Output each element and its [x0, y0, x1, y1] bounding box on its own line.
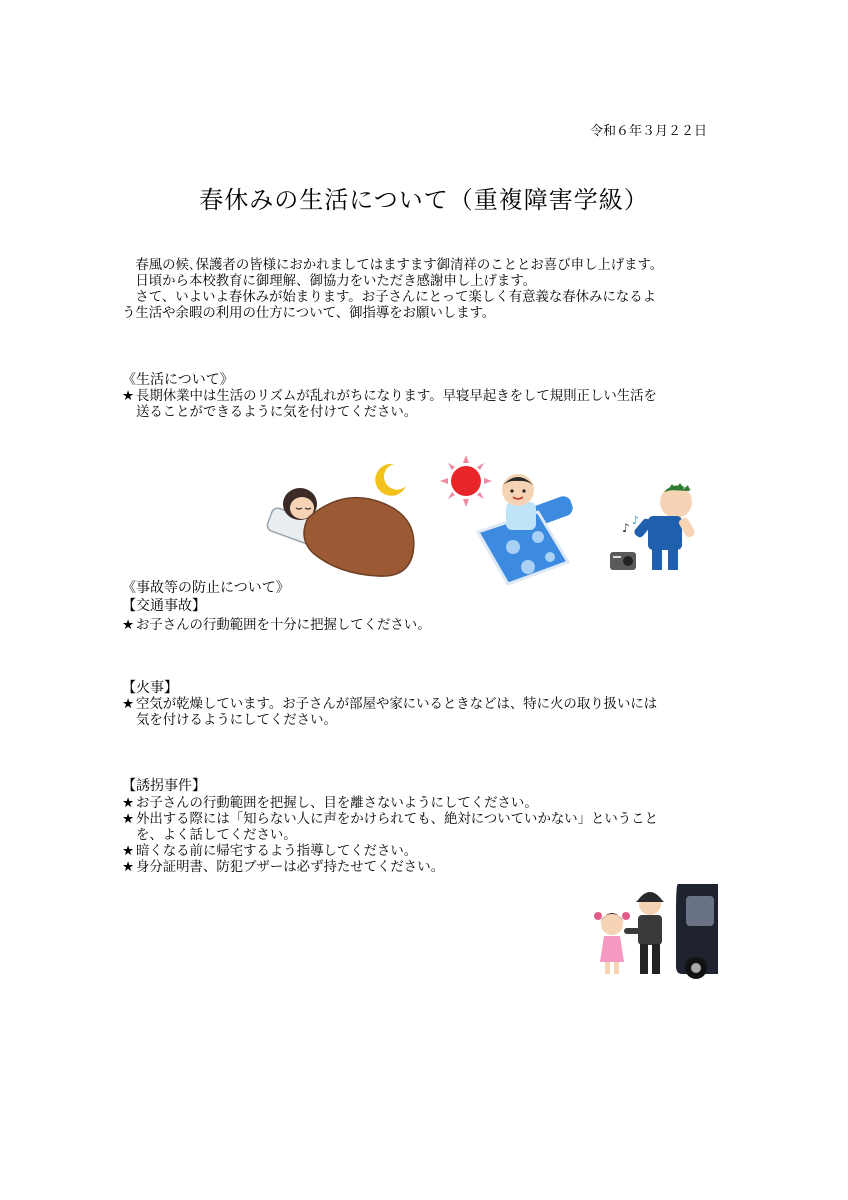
svg-text:♪: ♪ — [632, 514, 640, 527]
kidnap-bullets — [122, 796, 730, 876]
svg-text:♪: ♪ — [622, 521, 630, 535]
traffic-heading: 【交通事故】 — [122, 598, 206, 614]
document-date: 令和６年３月２２日 — [590, 124, 708, 139]
moon-icon — [372, 462, 408, 498]
kidnap-bullet-2: ★ 外出する際には「知らない人に声をかけられても、絶対についていかない」ということ を、よく話してください。 — [122, 812, 658, 843]
intro-line-2: 日頃から本校教育に御理解、御協力をいただき感謝申し上げます。 — [122, 274, 537, 289]
life-heading: 《生活について》 — [122, 372, 234, 388]
intro-line-3: さて、いよいよ春休みが始まります。お子さんにとって楽しく有意義な春休みになるよ — [122, 290, 657, 305]
kidnapping-illustration — [590, 882, 720, 980]
kidnap-bullet-1: ★ お子さんの行動範囲を把握し、目を離さないようにしてください。 — [122, 796, 538, 811]
kidnap-bullet-4: ★ 身分証明書、防犯ブザーは必ず持たせてください。 — [122, 860, 444, 875]
intro-paragraph — [122, 258, 730, 322]
accident-heading: 《事故等の防止について》 — [122, 580, 290, 596]
life-bullet-1: ★ 長期休業中は生活のリズムが乱れがちになります。早寝早起きをして規則正しい生活を 送ることができるように気を付けてください。 — [122, 389, 657, 420]
kidnap-bullet-3: ★ 暗くなる前に帰宅するよう指導してください。 — [122, 844, 418, 859]
kidnap-heading: 【誘拐事件】 — [122, 778, 206, 794]
intro-line-4: う生活や余暇の利用の仕方について、御指導をお願いします。 — [122, 306, 496, 321]
traffic-bullet-1: ★ お子さんの行動範囲を十分に把握してください。 — [122, 618, 431, 633]
fire-bullet-1: ★ 空気が乾燥しています。お子さんが部屋や家にいるときなどは、特に火の取り扱いには 気を付けるようにしてください。 — [122, 697, 658, 728]
waking-child-illustration — [468, 472, 583, 587]
intro-line-1: 春風の候､保護者の皆様におかれましてはますます御清祥のこととお喜び申し上げます。 — [122, 258, 664, 273]
fire-heading: 【火事】 — [122, 680, 178, 696]
exercise-man-illustration — [608, 482, 703, 574]
document-title: 春休みの生活について（重複障害学級） — [199, 186, 649, 214]
bullet-star: ★ — [122, 389, 135, 404]
